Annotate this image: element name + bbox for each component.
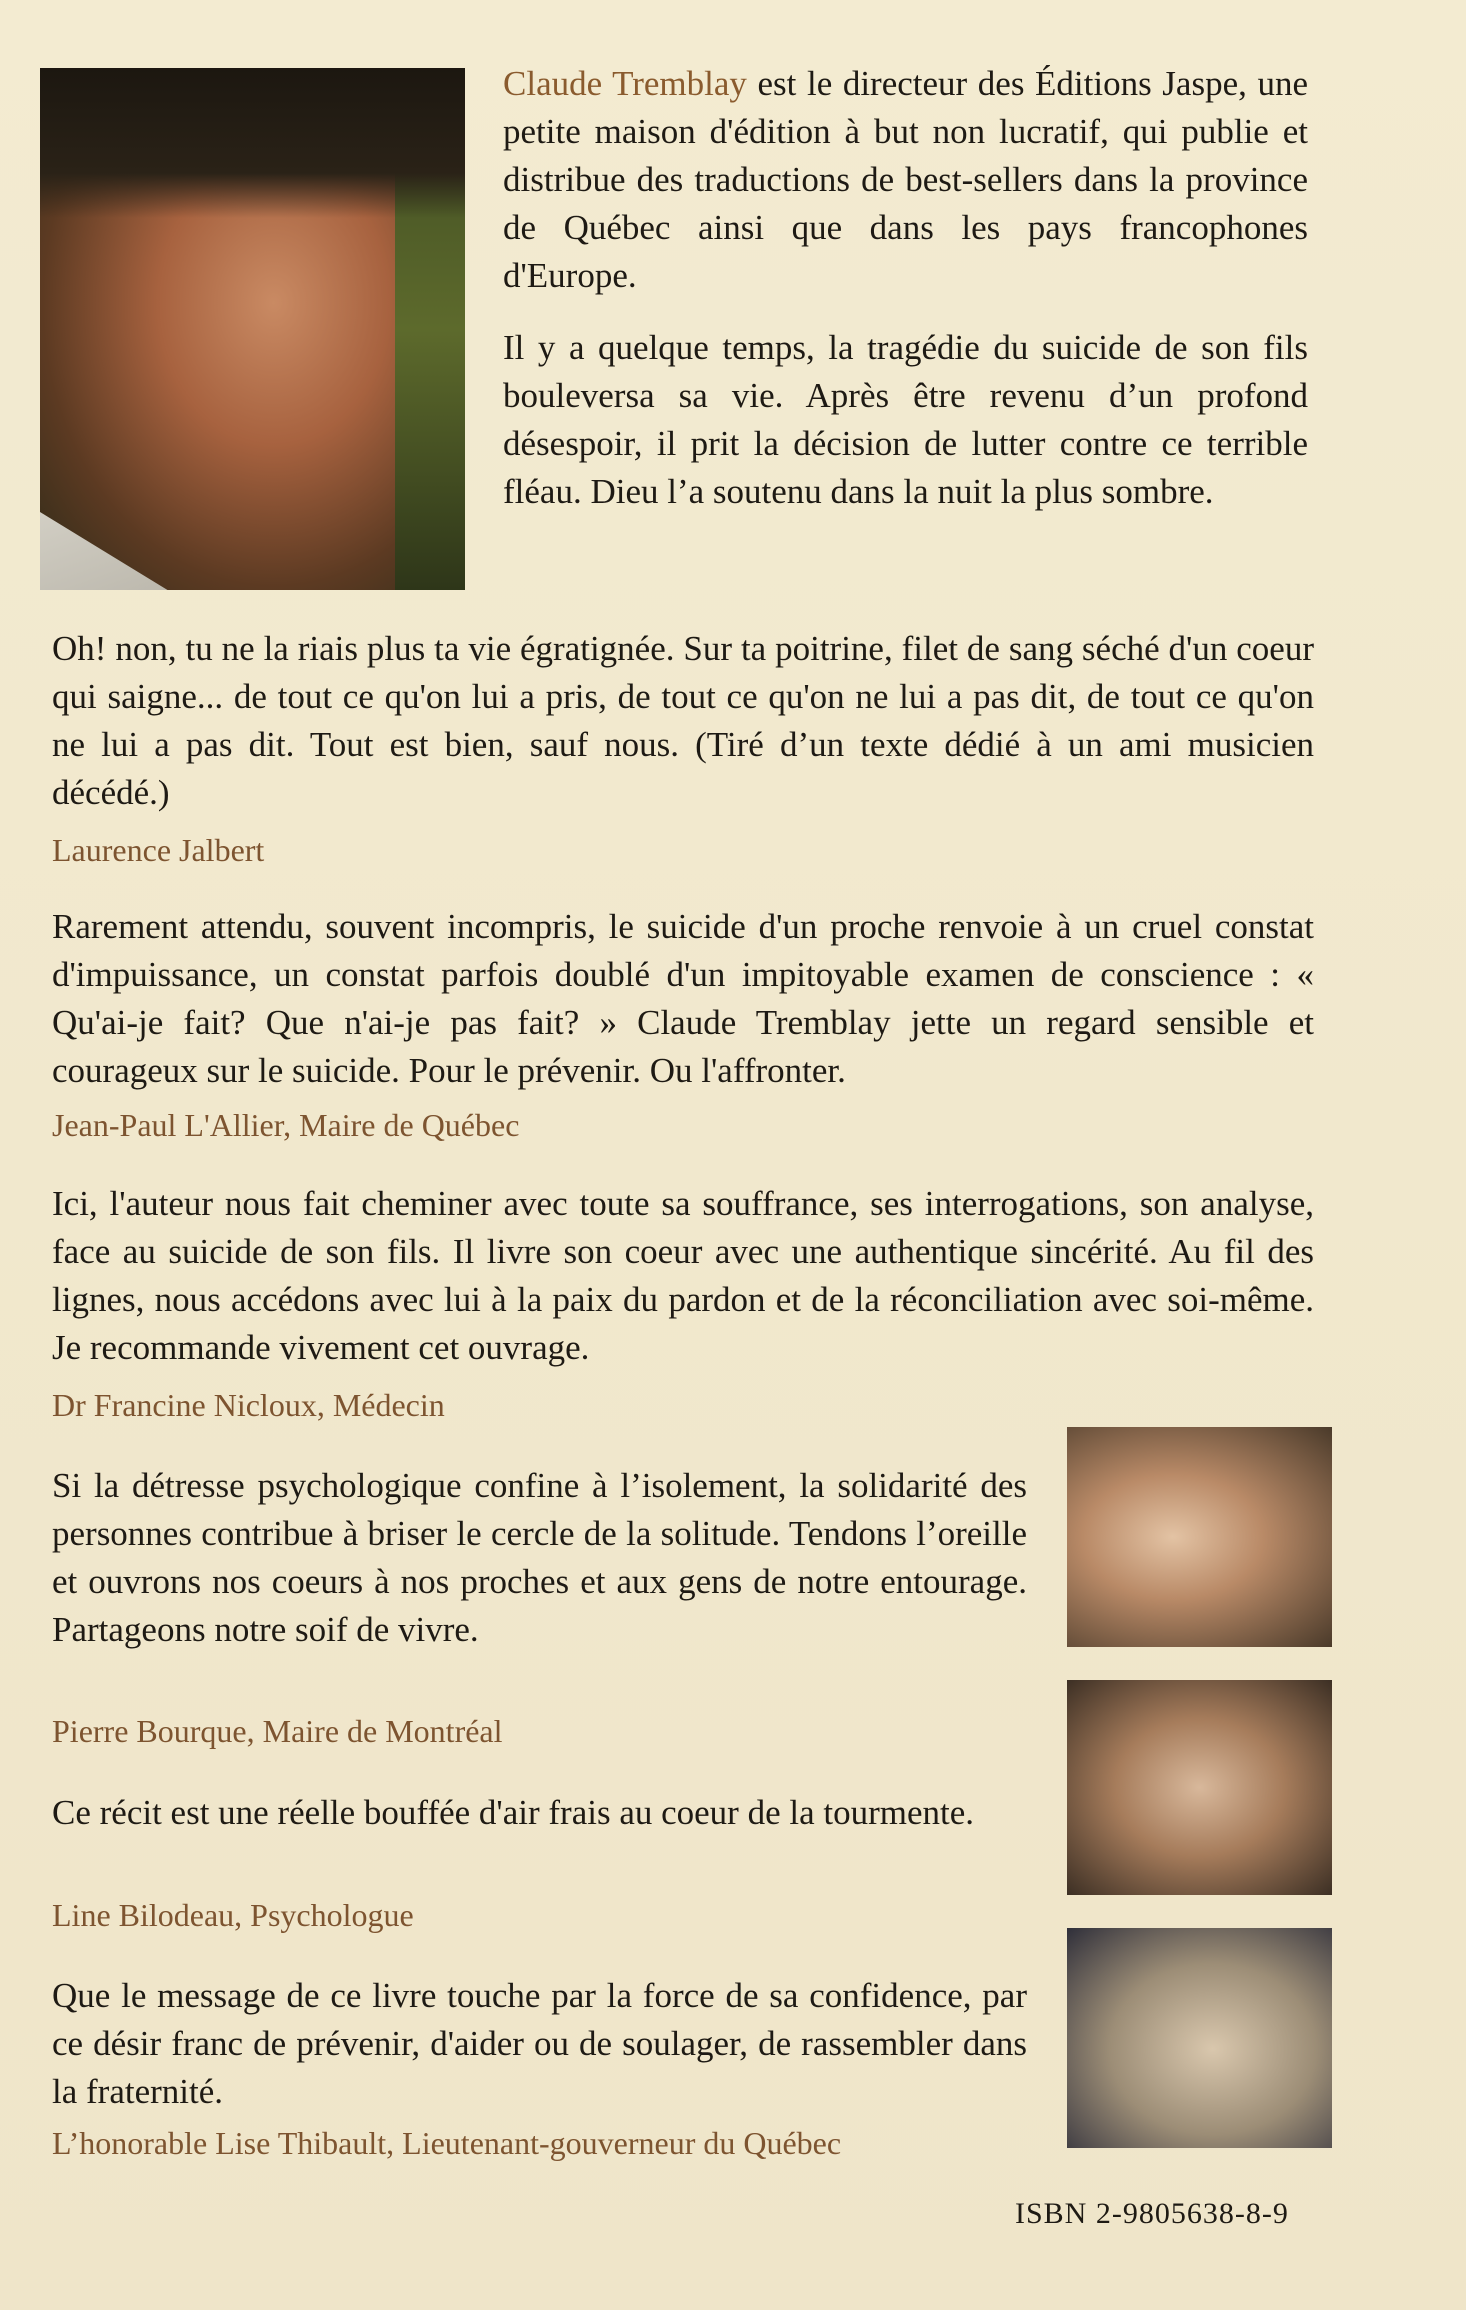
bio-text-1: est le directeur des Éditions Jaspe, une petite maison d'édition à but non lucratif, qui publie et distribue des traductions de best-sellers dans la province de Québec ainsi que dans les pays francophones d'Europe. xyxy=(503,64,1308,295)
testimonial-author: L’honorable Lise Thibault, Lieutenant-gouverneur du Québec xyxy=(52,2125,842,2161)
isbn: ISBN 2-9805638-8-9 xyxy=(1015,2197,1289,2230)
bio-paragraph-2: Il y a quelque temps, la tragédie du suicide de son fils bouleversa sa vie. Après être revenu d’un profond désespoir, il prit la décision de lutter contre ce terrible fléau. Dieu l’a soutenu dans la nuit la plus sombre. xyxy=(503,328,1308,511)
author-name: Claude Tremblay xyxy=(503,64,747,103)
testimonial-author: Line Bilodeau, Psychologue xyxy=(52,1897,414,1933)
testimonial-text: Ici, l'auteur nous fait cheminer avec toute sa souffrance, ses interrogations, son analyse, face au suicide de son fils. Il livre son coeur avec une authentique sincérité. Au fil des lignes, nous accédons avec lui à la paix du pardon et de la réconciliation avec soi-même. Je recommande vivement cet ouvrage. xyxy=(52,1184,1314,1367)
author-photo xyxy=(40,68,465,590)
testimonial-text: Si la détresse psychologique confine à l’isolement, la solidarité des personnes contribue à briser le cercle de la solitude. Tendons l’oreille et ouvrons nos coeurs à nos proches et aux gens de notre entourage. Partageons notre soif de vivre. xyxy=(52,1466,1027,1649)
testimonial-5 xyxy=(52,1789,1027,1837)
testimonial-1 xyxy=(52,625,1314,817)
testimonial-text: Oh! non, tu ne la riais plus ta vie égratignée. Sur ta poitrine, filet de sang séché d'un coeur qui saigne... de tout ce qu'on lui a pris, de tout ce qu'on ne lui a pas dit, de tout ce qu'on ne lui a pas dit. Tout est bien, sauf nous. (Tiré d’un texte dédié à un ami musicien décédé.) xyxy=(52,629,1314,812)
testimonial-author: Pierre Bourque, Maire de Montréal xyxy=(52,1713,503,1749)
sculpture-photo-2 xyxy=(1067,1680,1332,1895)
testimonial-4 xyxy=(52,1462,1027,1654)
testimonial-author: Jean-Paul L'Allier, Maire de Québec xyxy=(52,1107,520,1143)
testimonial-text: Que le message de ce livre touche par la force de sa confidence, par ce désir franc de prévenir, d'aider ou de soulager, de rassembler dans la fraternité. xyxy=(52,1976,1027,2111)
testimonial-3 xyxy=(52,1180,1314,1372)
testimonial-author: Laurence Jalbert xyxy=(52,832,265,868)
testimonial-text: Ce récit est une réelle bouffée d'air frais au coeur de la tourmente. xyxy=(52,1793,975,1832)
sculpture-photo-1 xyxy=(1067,1427,1332,1647)
testimonial-6 xyxy=(52,1972,1027,2116)
testimonial-2 xyxy=(52,903,1314,1095)
testimonial-text: Rarement attendu, souvent incompris, le suicide d'un proche renvoie à un cruel constat d'impuissance, un constat parfois doublé d'un impitoyable examen de conscience : « Qu'ai-je fait? Que n'ai-je pas fait? » Claude Tremblay jette un regard sensible et courageux sur le suicide. Pour le prévenir. Ou l'affronter. xyxy=(52,907,1314,1090)
sculpture-photo-3 xyxy=(1067,1928,1332,2148)
bio-paragraph-1 xyxy=(503,60,1308,300)
author-bio xyxy=(503,60,1308,540)
testimonial-author: Dr Francine Nicloux, Médecin xyxy=(52,1387,445,1423)
